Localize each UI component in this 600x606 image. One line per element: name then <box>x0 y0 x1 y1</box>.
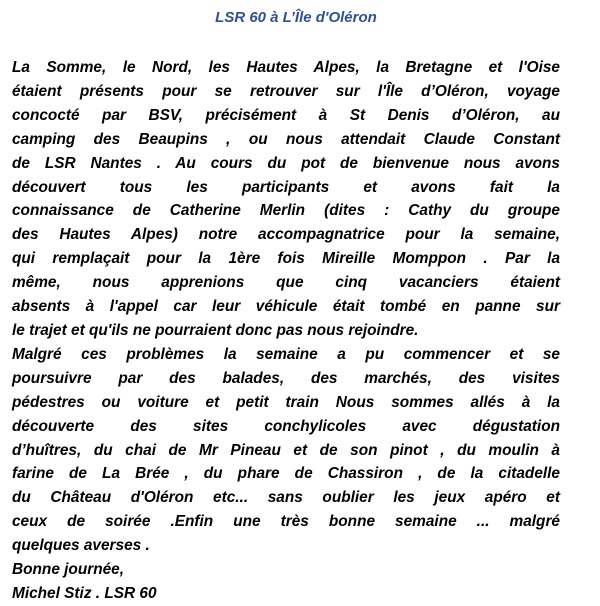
paragraph-arrival <box>12 56 560 343</box>
document-body <box>12 56 560 606</box>
text-line: découvert tous les participants et avons fait la <box>12 178 560 196</box>
text-line: du Château d'Oléron etc... sans oublier les jeux apéro et <box>12 489 560 507</box>
text-line: qui remplaçait pour la 1ère fois Mireille Momppon . Par la <box>12 250 560 268</box>
text-line: de LSR Nantes . Au cours du pot de bienvenue nous avons <box>12 154 560 172</box>
text-line: d’huîtres, du chai de Mr Pineau et de son pinot , du moulin à <box>12 441 560 459</box>
text-line: quelques averses . <box>12 537 150 555</box>
text-line: Bonne journée, <box>12 561 125 579</box>
paragraph-greeting <box>12 558 560 582</box>
text-line: Malgré ces problèmes la semaine a pu commencer et se <box>12 345 560 363</box>
text-line: La Somme, le Nord, les Hautes Alpes, la Bretagne et l'Oise <box>12 59 560 76</box>
text-line: ceux de soirée .Enfin une très bonne semaine ... malgré <box>12 513 560 531</box>
text-line: même, nous apprenions que cinq vacanciers étaient <box>12 274 560 292</box>
paragraph-signature <box>12 582 560 606</box>
text-line: farine de La Brée , du phare de Chassiron , de la citadelle <box>12 465 560 483</box>
document-page <box>12 8 560 606</box>
document-title: LSR 60 à L’Île d'Oléron <box>215 9 377 26</box>
paragraph-activities <box>12 343 560 558</box>
text-line: connaissance de Catherine Merlin (dites : Cathy du groupe <box>12 202 560 220</box>
signature-line: Michel Stiz . LSR 60 <box>12 584 157 602</box>
text-line: des Hautes Alpes) notre accompagnatrice pour la semaine, <box>12 226 560 244</box>
text-line: étaient présents pour se retrouver sur l'Île d’Oléron, voyage <box>12 82 560 100</box>
text-line: pédestres ou voiture et petit train Nous sommes allés à la <box>12 393 560 411</box>
text-line: poursuivre par des balades, des marchés, des visites <box>12 369 560 387</box>
text-line: camping des Beaupins , ou nous attendait Claude Constant <box>12 130 560 148</box>
text-line: absents à l'appel car leur véhicule était tombé en panne sur <box>12 298 560 316</box>
text-line: concocté par BSV, précisément à St Denis d’Oléron, au <box>12 106 560 124</box>
text-line: découverte des sites conchylicoles avec dégustation <box>12 417 560 435</box>
text-line: le trajet et qu'ils ne pourraient donc pas nous rejoindre. <box>12 321 419 339</box>
